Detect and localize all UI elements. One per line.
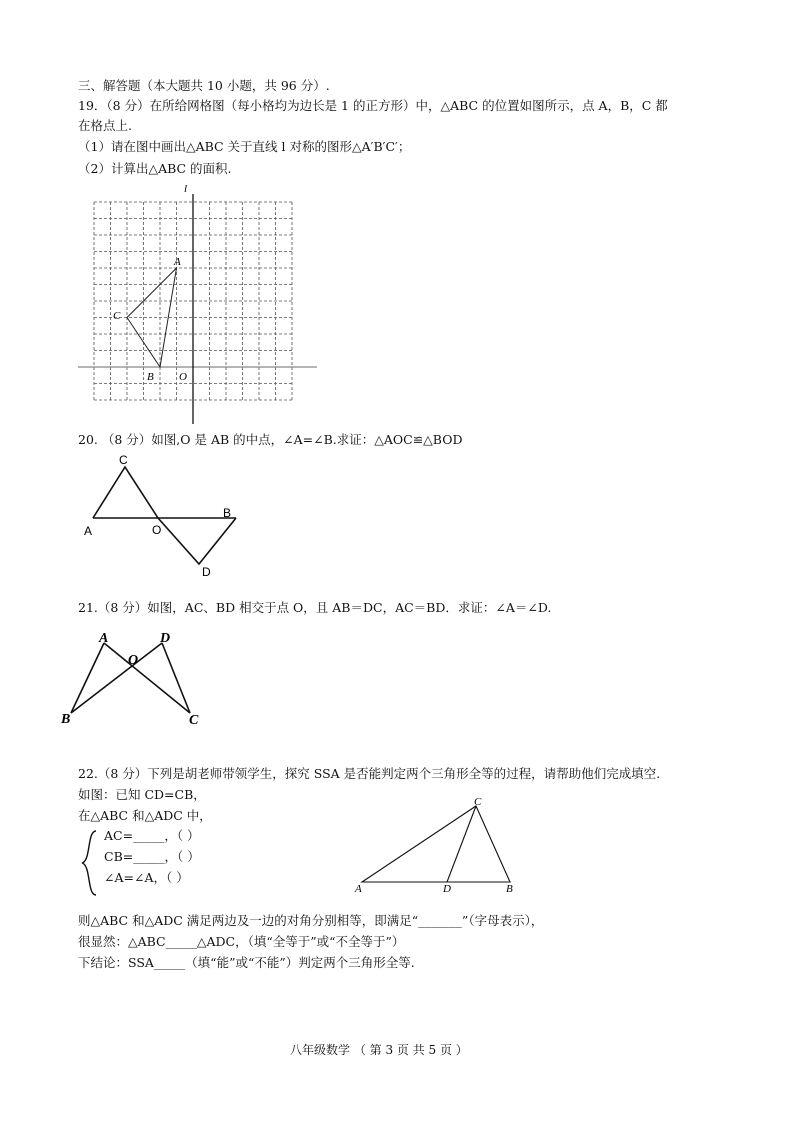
q21-label-b: B [61, 712, 71, 727]
q19-grid-figure [70, 180, 330, 430]
q22-label-c: C [474, 796, 482, 808]
q21-label-a: A [99, 631, 109, 646]
label-b: B [147, 371, 154, 383]
q19-line2: 在格点上. [78, 118, 132, 133]
q20-label-c: C [119, 453, 128, 467]
q19-part2: （2）计算出△ABC 的面积. [78, 161, 232, 176]
q20-zigzag [93, 467, 236, 564]
q19-part1: （1）请在图中画出△ABC 关于直线 l 对称的图形△A′B′C′； [78, 139, 411, 154]
q22-line1: 22.（8 分）下列是胡老师带领学生，探究 SSA 是否能判定两个三角形全等的过程，请帮助他们完成填空. [78, 766, 661, 781]
q22-label-b: B [506, 883, 513, 895]
label-c: C [113, 310, 121, 322]
q22-row2: CB=_____，（ ） [104, 849, 200, 864]
q22-line2: 如图：已知 CD=CB， [78, 787, 206, 802]
q20-figure [78, 452, 248, 582]
label-l: l [184, 183, 188, 195]
q22-figure [350, 796, 530, 896]
q22-line5: 很显然：△ABC_____△ADC，（填“全等于”或“不全等于”） [78, 934, 405, 949]
q22-row1: AC=_____，（ ） [104, 828, 200, 843]
q20-label-a: A [84, 524, 93, 538]
q22-line4: 则△ABC 和△ADC 满足两边及一边的对角分别相等，即满足“_______”（字母表示）， [78, 913, 544, 928]
q22-label-a: A [355, 883, 362, 895]
label-o: O [179, 371, 187, 383]
q20-label-b: B [223, 506, 232, 520]
q22-row3: ∠A=∠A，（ ） [104, 870, 189, 885]
q21-label-o: O [128, 653, 139, 668]
q21-figure [58, 626, 208, 731]
page-footer: 八年级数学 （ 第 3 页 共 5 页 ） [290, 1043, 468, 1057]
q21-segment-ab [71, 643, 104, 713]
section-title: 三、解答题（本大题共 10 小题，共 96 分）. [78, 78, 330, 93]
label-a: A [174, 256, 181, 268]
q22-triangle-abc [362, 806, 510, 882]
q22-line6: 下结论：SSA_____（填“能”或“不能”）判定两个三角形全等. [78, 955, 415, 970]
q22-line3: 在△ABC 和△ADC 中， [78, 808, 212, 823]
q21-label-d: D [160, 631, 171, 646]
q21-label-c: C [189, 713, 199, 728]
q21-text: 21.（8 分）如图，AC、BD 相交于点 O，且 AB＝DC，AC＝BD．求证：∠A＝∠D. [78, 600, 552, 615]
q20-label-d: D [202, 565, 211, 579]
q20-label-o: O [152, 523, 162, 537]
q22-segment-cd [447, 806, 476, 882]
q22-label-d: D [443, 883, 451, 895]
q20-text: 20. （8 分）如图,O 是 AB 的中点，∠A=∠B.求证：△AOC≌△BOD [78, 432, 463, 447]
q19-line1: 19．（8 分）在所给网格图（每小格均为边长是 1 的正方形）中，△ABC 的位置如图所示，点 A，B，C 都 [78, 98, 668, 113]
